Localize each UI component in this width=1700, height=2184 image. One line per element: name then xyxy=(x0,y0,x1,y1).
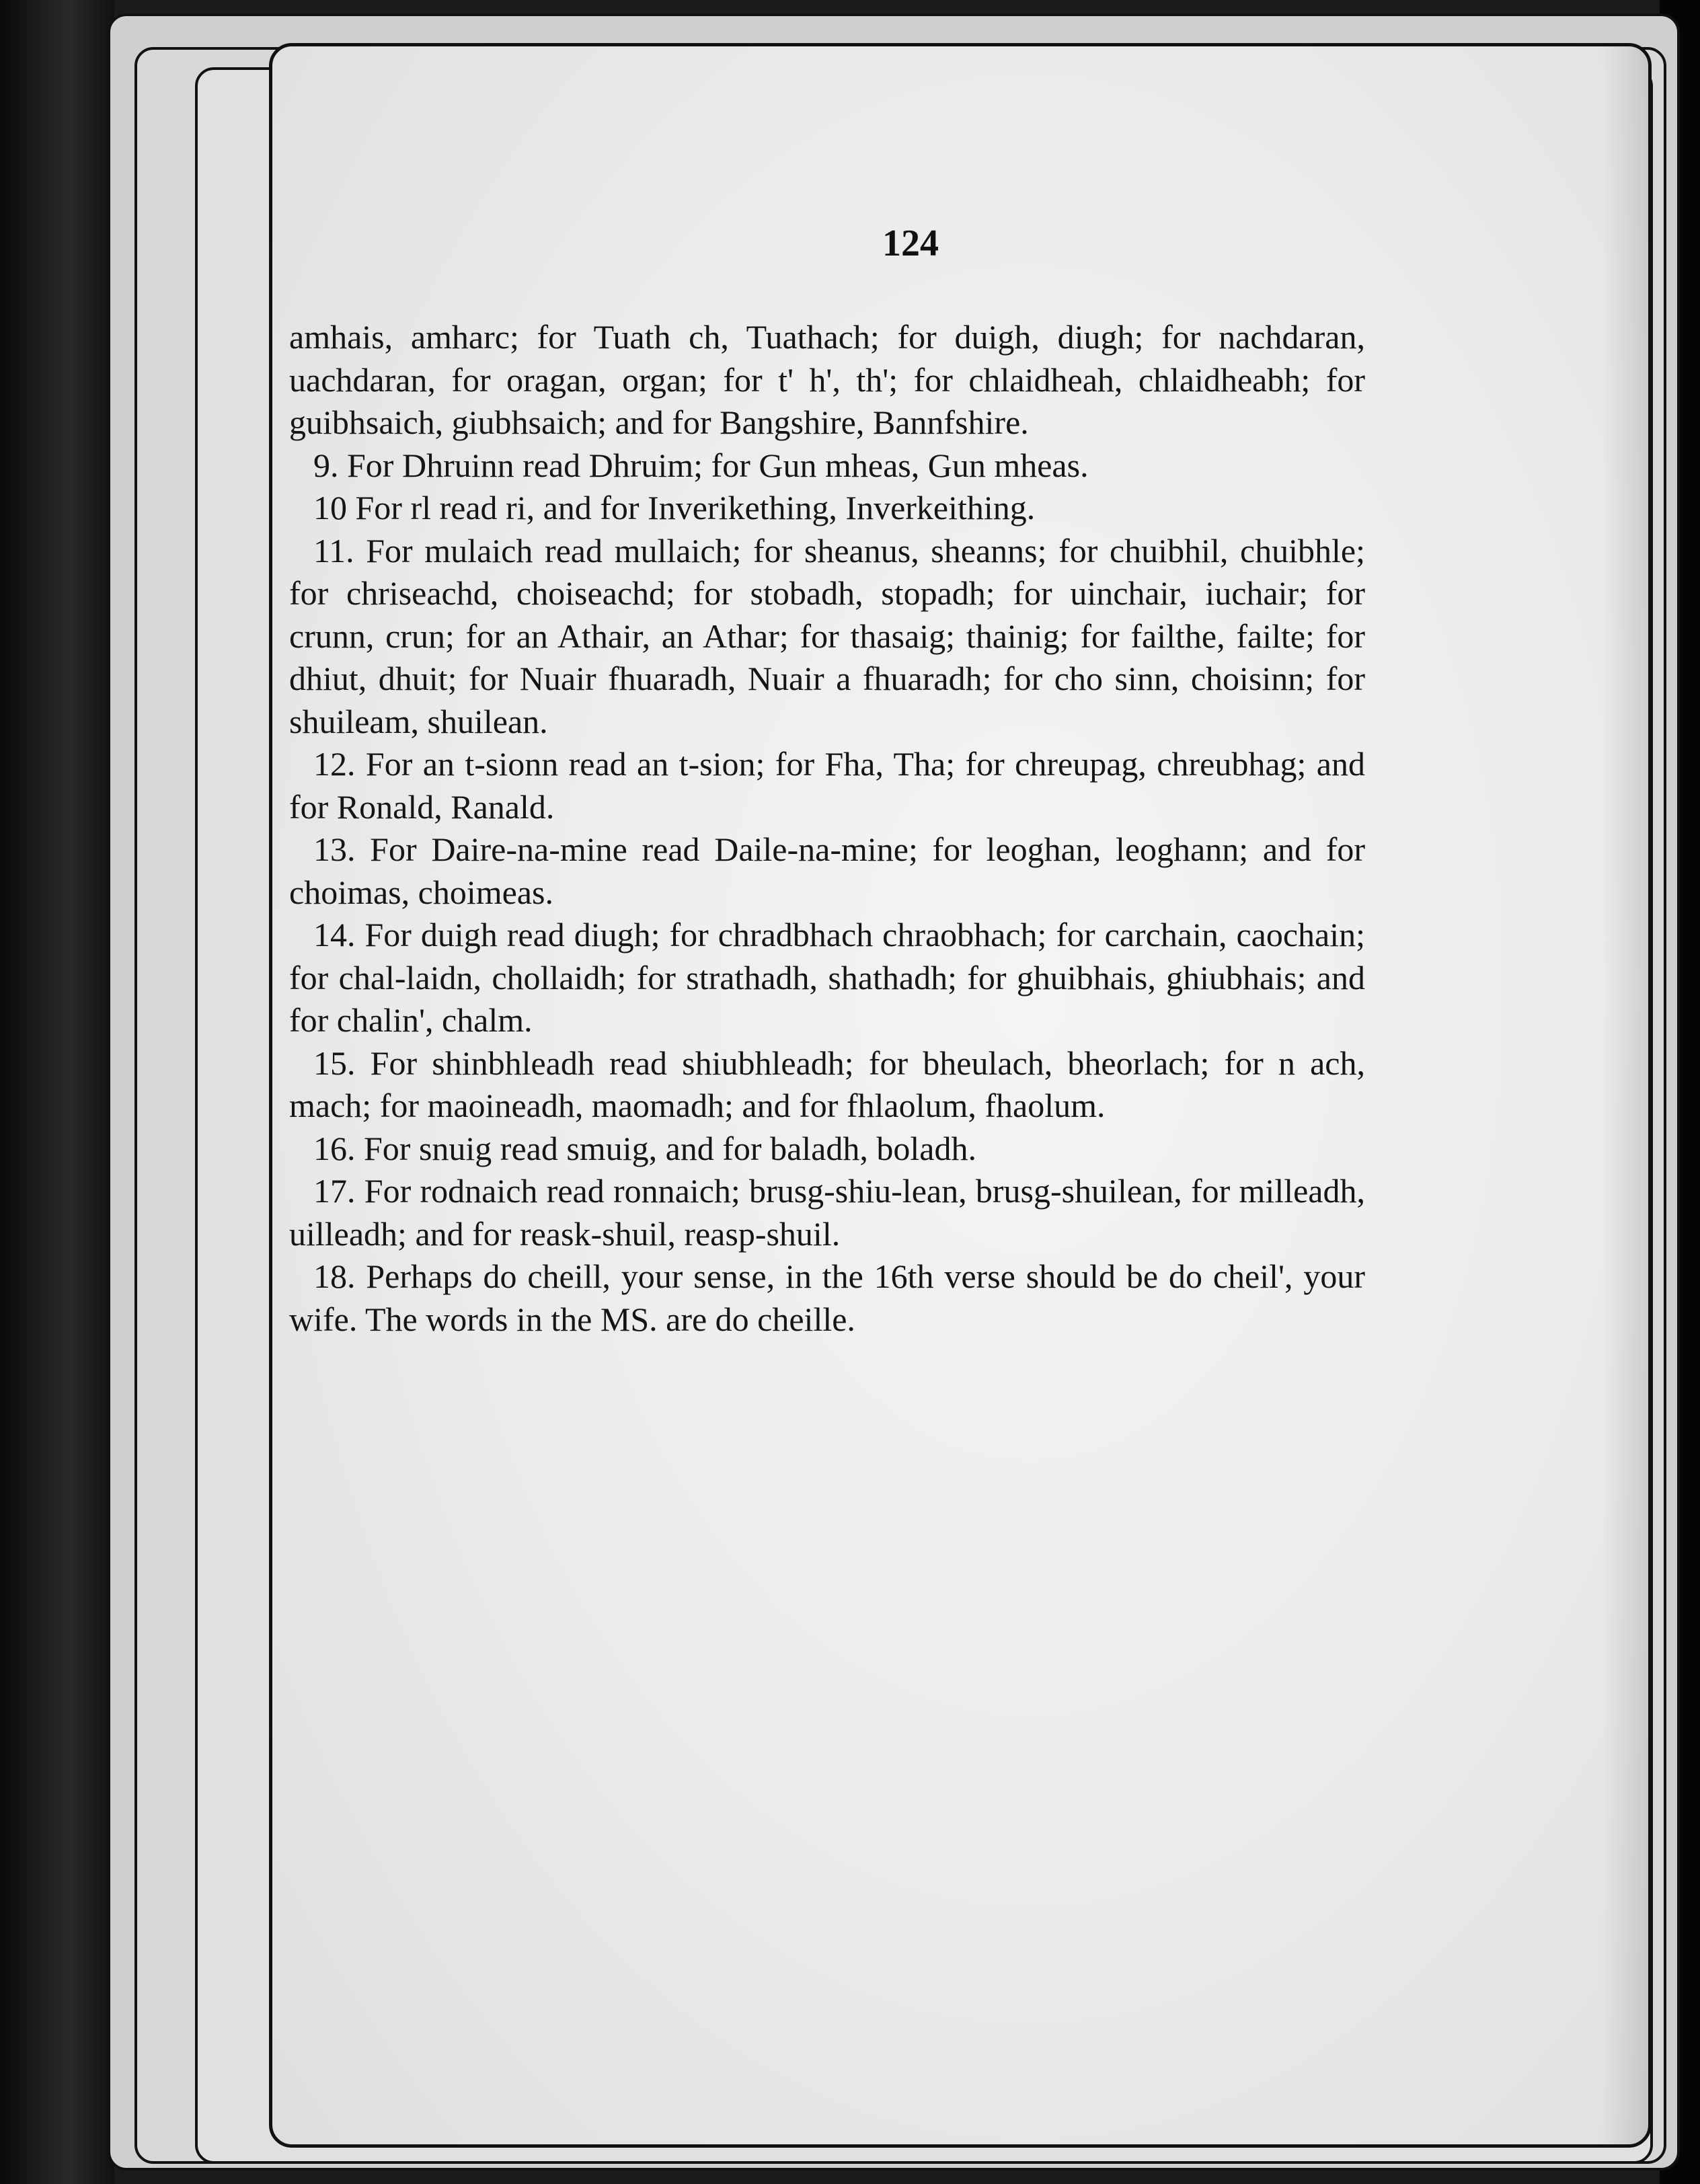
paragraph-note-14: 14. For duigh read diugh; for chradbhach chraobhach; for carchain, caochain; for chal-laidn, chollaidh; for strathadh, shathadh; for ghuibhais, ghiubhais; and for chalin', chalm. xyxy=(289,916,1365,1039)
scan-backdrop-left xyxy=(0,0,114,2184)
paragraph-note-17: 17. For rodnaich read ronnaich; brusg-shiu-lean, brusg-shuilean, for milleadh, uilleadh; and for reask-shuil, reasp-shuil. xyxy=(289,1172,1365,1253)
page-body xyxy=(289,316,1365,1341)
paragraph-note-18: 18. Perhaps do cheill, your sense, in the 16th verse should be do cheil', your wife. The words in the MS. are do cheille. xyxy=(289,1257,1365,1338)
paragraph-note-9: 9. For Dhruinn read Dhruim; for Gun mheas, Gun mheas. xyxy=(313,446,1089,484)
paragraph-continued: amhais, amharc; for Tuath ch, Tuathach; for duigh, diugh; for nachdaran, uachdaran, for oragan, organ; for t' h', th'; for chlaidheah, chlaidheabh; for guibhsaich, giubhsaich; and for Bangshire, Bannfshire. xyxy=(289,318,1365,441)
paragraph-note-15: 15. For shinbhleadh read shiubhleadh; for bheulach, bheorlach; for n ach, mach; for maoineadh, maomadh; and for fhlaolum, fhaolum. xyxy=(289,1044,1365,1124)
page-edge-shadow xyxy=(1601,46,1648,2144)
paragraph-note-10: 10 For rl read ri, and for Inverikething, Inverkeithing. xyxy=(313,489,1036,526)
page-number: 124 xyxy=(882,223,939,264)
paragraph-note-12: 12. For an t-sionn read an t-sion; for Fha, Tha; for chreupag, chreubhag; and for Ronald, Ranald. xyxy=(289,745,1365,826)
paragraph-note-13: 13. For Daire-na-mine read Daile-na-mine; for leoghan, leoghann; and for choimas, choimeas. xyxy=(289,830,1365,911)
paragraph-note-11: 11. For mulaich read mullaich; for sheanus, sheanns; for chuibhil, chuibhle; for chriseachd, choiseachd; for stobadh, stopadh; for uinchair, iuchair; for crunn, crun; for an Athair, an Athar; for thasaig; thainig; for failthe, failte; for dhiut, dhuit; for Nuair fhuaradh, Nuair a fhuaradh; for cho sinn, choisinn; for shuileam, shuilean. xyxy=(289,531,1365,740)
paragraph-note-16: 16. For snuig read smuig, and for baladh, boladh. xyxy=(313,1129,976,1167)
